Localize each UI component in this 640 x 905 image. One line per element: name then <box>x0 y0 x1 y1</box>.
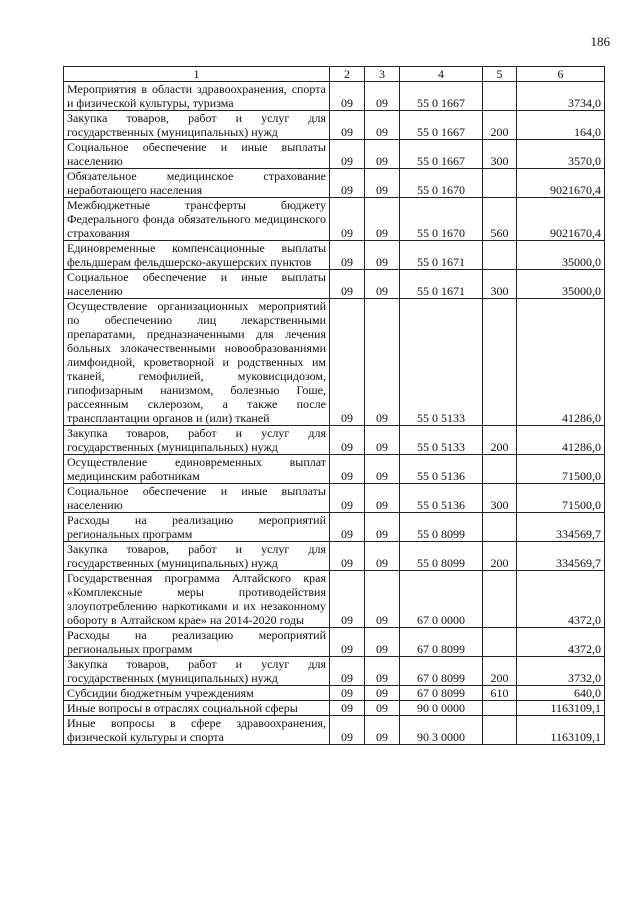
cell-vr <box>483 455 517 484</box>
cell-csr: 55 0 1667 <box>400 111 483 140</box>
header-cell: 1 <box>64 67 330 82</box>
cell-csr: 90 0 0000 <box>400 701 483 716</box>
cell-sum: 640,0 <box>517 686 605 701</box>
cell-vr <box>483 169 517 198</box>
cell-pr: 09 <box>365 426 400 455</box>
cell-pr: 09 <box>365 198 400 241</box>
cell-name: Расходы на реализацию мероприятий региональных программ <box>64 513 330 542</box>
cell-csr: 55 0 1670 <box>400 169 483 198</box>
table-row <box>64 571 605 628</box>
cell-vr: 610 <box>483 686 517 701</box>
cell-name: Социальное обеспечение и иные выплаты населению <box>64 270 330 299</box>
cell-sum: 35000,0 <box>517 241 605 270</box>
table-row <box>64 628 605 657</box>
cell-vr: 300 <box>483 484 517 513</box>
cell-sum: 1163109,1 <box>517 701 605 716</box>
table-row <box>64 241 605 270</box>
cell-name: Расходы на реализацию мероприятий региональных программ <box>64 628 330 657</box>
cell-sum: 1163109,1 <box>517 716 605 745</box>
cell-pr: 09 <box>365 270 400 299</box>
cell-pr: 09 <box>365 484 400 513</box>
table-row <box>64 169 605 198</box>
table-row <box>64 82 605 111</box>
cell-pr: 09 <box>365 513 400 542</box>
cell-sum: 164,0 <box>517 111 605 140</box>
table-row <box>64 270 605 299</box>
table-row <box>64 701 605 716</box>
cell-vr <box>483 701 517 716</box>
cell-pr: 09 <box>365 628 400 657</box>
cell-vr: 300 <box>483 140 517 169</box>
header-cell: 5 <box>483 67 517 82</box>
cell-pr: 09 <box>365 716 400 745</box>
cell-csr: 55 0 1670 <box>400 198 483 241</box>
cell-csr: 55 0 5136 <box>400 455 483 484</box>
cell-csr: 55 0 1667 <box>400 82 483 111</box>
cell-rz: 09 <box>330 455 365 484</box>
cell-pr: 09 <box>365 241 400 270</box>
cell-name: Иные вопросы в отраслях социальной сферы <box>64 701 330 716</box>
cell-csr: 55 0 1671 <box>400 270 483 299</box>
cell-rz: 09 <box>330 657 365 686</box>
cell-name: Закупка товаров, работ и услуг для государственных (муниципальных) нужд <box>64 657 330 686</box>
table-row <box>64 426 605 455</box>
table-row <box>64 513 605 542</box>
table-row <box>64 111 605 140</box>
cell-rz: 09 <box>330 701 365 716</box>
cell-csr: 55 0 5133 <box>400 299 483 426</box>
cell-name: Иные вопросы в сфере здравоохранения, физической культуры и спорта <box>64 716 330 745</box>
page-number: 186 <box>590 34 610 49</box>
cell-vr: 200 <box>483 542 517 571</box>
cell-rz: 09 <box>330 169 365 198</box>
cell-sum: 334569,7 <box>517 542 605 571</box>
table-row <box>64 657 605 686</box>
cell-csr: 90 3 0000 <box>400 716 483 745</box>
cell-name: Осуществление организационных мероприятий по обеспечению лиц лекарственными препаратами, предназначенными для лечения больных злокачественными новообразованиями лимфоидной, кроветворной и родственных им тканей, гемофилией, муковисцидозом, гипофизарным нанизмом, болезнью Гоше, рассеянным склерозом, а также после трансплантации органов и (или) тканей <box>64 299 330 426</box>
cell-rz: 09 <box>330 426 365 455</box>
table-row <box>64 716 605 745</box>
cell-rz: 09 <box>330 484 365 513</box>
header-cell: 3 <box>365 67 400 82</box>
cell-name: Межбюджетные трансферты бюджету Федерального фонда обязательного медицинского страхования <box>64 198 330 241</box>
cell-pr: 09 <box>365 82 400 111</box>
cell-csr: 55 0 8099 <box>400 542 483 571</box>
cell-name: Государственная программа Алтайского края «Комплексные меры противодействия злоупотреблению наркотиками и их незаконному обороту в Алтайском крае» на 2014-2020 годы <box>64 571 330 628</box>
cell-vr: 200 <box>483 657 517 686</box>
cell-pr: 09 <box>365 299 400 426</box>
cell-rz: 09 <box>330 686 365 701</box>
cell-csr: 67 0 8099 <box>400 686 483 701</box>
cell-vr <box>483 299 517 426</box>
cell-sum: 334569,7 <box>517 513 605 542</box>
cell-pr: 09 <box>365 701 400 716</box>
cell-sum: 9021670,4 <box>517 169 605 198</box>
cell-vr <box>483 513 517 542</box>
table-row <box>64 542 605 571</box>
cell-sum: 71500,0 <box>517 484 605 513</box>
cell-pr: 09 <box>365 571 400 628</box>
cell-csr: 55 0 8099 <box>400 513 483 542</box>
cell-rz: 09 <box>330 628 365 657</box>
cell-sum: 3732,0 <box>517 657 605 686</box>
cell-vr: 200 <box>483 426 517 455</box>
cell-rz: 09 <box>330 542 365 571</box>
cell-vr: 560 <box>483 198 517 241</box>
cell-sum: 3734,0 <box>517 82 605 111</box>
table-row <box>64 140 605 169</box>
cell-sum: 35000,0 <box>517 270 605 299</box>
cell-csr: 55 0 5133 <box>400 426 483 455</box>
cell-name: Закупка товаров, работ и услуг для государственных (муниципальных) нужд <box>64 542 330 571</box>
cell-vr <box>483 82 517 111</box>
table-header-row <box>64 67 605 82</box>
cell-vr <box>483 628 517 657</box>
cell-pr: 09 <box>365 542 400 571</box>
cell-sum: 41286,0 <box>517 299 605 426</box>
cell-rz: 09 <box>330 140 365 169</box>
cell-name: Субсидии бюджетным учреждениям <box>64 686 330 701</box>
table-row <box>64 484 605 513</box>
cell-rz: 09 <box>330 513 365 542</box>
cell-rz: 09 <box>330 111 365 140</box>
table-row <box>64 198 605 241</box>
cell-sum: 4372,0 <box>517 628 605 657</box>
cell-rz: 09 <box>330 571 365 628</box>
cell-vr <box>483 241 517 270</box>
header-cell: 4 <box>400 67 483 82</box>
cell-sum: 4372,0 <box>517 571 605 628</box>
cell-csr: 55 0 1667 <box>400 140 483 169</box>
cell-name: Обязательное медицинское страхование неработающего населения <box>64 169 330 198</box>
cell-vr: 300 <box>483 270 517 299</box>
cell-vr: 200 <box>483 111 517 140</box>
cell-csr: 55 0 5136 <box>400 484 483 513</box>
cell-csr: 67 0 0000 <box>400 571 483 628</box>
cell-name: Единовременные компенсационные выплаты фельдшерам фельдшерско-акушерских пунктов <box>64 241 330 270</box>
table-row <box>64 686 605 701</box>
cell-vr <box>483 571 517 628</box>
table-row <box>64 299 605 426</box>
cell-name: Мероприятия в области здравоохранения, спорта и физической культуры, туризма <box>64 82 330 111</box>
cell-rz: 09 <box>330 241 365 270</box>
cell-pr: 09 <box>365 111 400 140</box>
cell-name: Социальное обеспечение и иные выплаты населению <box>64 140 330 169</box>
cell-sum: 41286,0 <box>517 426 605 455</box>
cell-pr: 09 <box>365 686 400 701</box>
cell-pr: 09 <box>365 455 400 484</box>
cell-csr: 67 0 8099 <box>400 628 483 657</box>
cell-name: Закупка товаров, работ и услуг для государственных (муниципальных) нужд <box>64 426 330 455</box>
cell-name: Социальное обеспечение и иные выплаты населению <box>64 484 330 513</box>
cell-sum: 9021670,4 <box>517 198 605 241</box>
cell-csr: 55 0 1671 <box>400 241 483 270</box>
cell-rz: 09 <box>330 270 365 299</box>
cell-name: Осуществление единовременных выплат медицинским работникам <box>64 455 330 484</box>
cell-pr: 09 <box>365 657 400 686</box>
cell-rz: 09 <box>330 198 365 241</box>
header-cell: 6 <box>517 67 605 82</box>
cell-csr: 67 0 8099 <box>400 657 483 686</box>
cell-pr: 09 <box>365 169 400 198</box>
table-row <box>64 455 605 484</box>
cell-pr: 09 <box>365 140 400 169</box>
cell-rz: 09 <box>330 82 365 111</box>
cell-rz: 09 <box>330 299 365 426</box>
cell-vr <box>483 716 517 745</box>
cell-name: Закупка товаров, работ и услуг для государственных (муниципальных) нужд <box>64 111 330 140</box>
header-cell: 2 <box>330 67 365 82</box>
cell-sum: 71500,0 <box>517 455 605 484</box>
cell-sum: 3570,0 <box>517 140 605 169</box>
budget-table <box>63 66 605 745</box>
cell-rz: 09 <box>330 716 365 745</box>
